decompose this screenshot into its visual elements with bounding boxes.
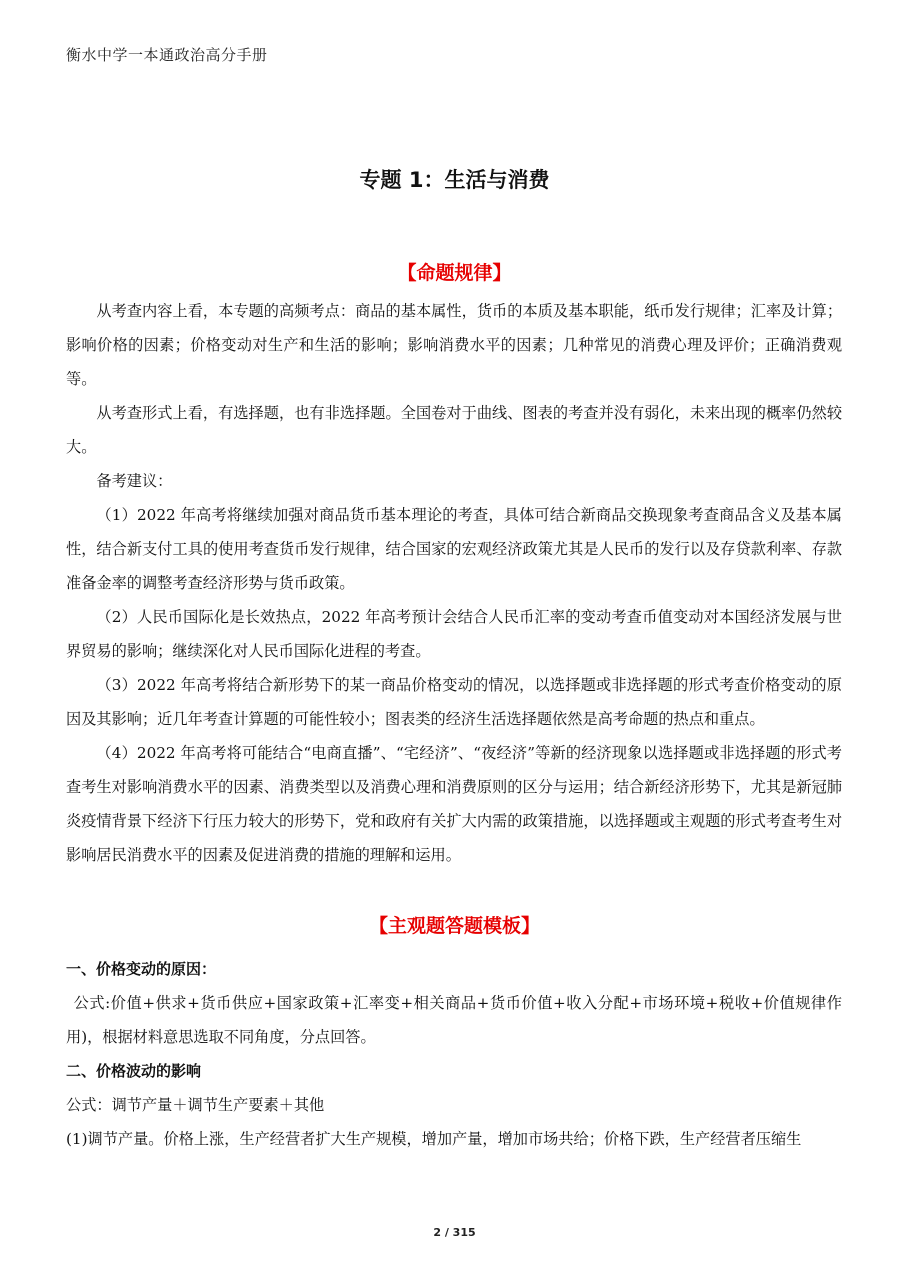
section-heading-answer-template: 【主观题答题模板】 xyxy=(368,915,540,937)
subheading-price-fluctuation-effects: 二、价格波动的影响 xyxy=(66,1062,202,1080)
paragraph-advice-2: （2）人民币国际化是长效热点，2022 年高考预计会结合人民币汇率的变动考查币值变动对本国经济发展与世界贸易的影响；继续深化对人民币国际化进程的考查。 xyxy=(66,608,842,660)
section-proposition-rules-body xyxy=(66,294,842,872)
paragraph-form-scope: 从考查形式上看，有选择题，也有非选择题。全国卷对于曲线、图表的考查并没有弱化，未来出现的概率仍然较大。 xyxy=(66,404,842,456)
section-answer-template-body xyxy=(66,952,842,1156)
subheading-price-change-causes: 一、价格变动的原因： xyxy=(66,960,217,978)
page-title: 专题 1：生活与消费 xyxy=(359,168,550,192)
section-heading-proposition-rules: 【命题规律】 xyxy=(397,262,512,284)
running-header: 衡水中学一本通政治高分手册 xyxy=(66,46,268,64)
paragraph-content-scope: 从考查内容上看，本专题的高频考点：商品的基本属性，货币的本质及基本职能，纸币发行规律；汇率及计算；影响价格的因素；价格变动对生产和生活的影响；影响消费水平的因素；几种常见的消费心理及评价；正确消费观等。 xyxy=(66,302,842,388)
page-number: 2 / 315 xyxy=(433,1226,476,1239)
point-adjust-output: (1)调节产量。价格上涨，生产经营者扩大生产规模，增加产量，增加市场共给；价格下跌，生产经营者压缩生 xyxy=(66,1130,802,1148)
formula-price-change-causes: 公式:价值+供求+货币供应+国家政策+汇率变+相关商品+货币价值+收入分配+市场环境+税收+价值规律作用)，根据材料意思选取不同角度，分点回答。 xyxy=(66,994,842,1046)
formula-price-fluctuation-effects: 公式：调节产量＋调节生产要素＋其他 xyxy=(66,1096,325,1114)
paragraph-prep-advice-label: 备考建议： xyxy=(96,472,173,490)
paragraph-advice-1: （1）2022 年高考将继续加强对商品货币基本理论的考查，具体可结合新商品交换现象考查商品含义及基本属性，结合新支付工具的使用考查货币发行规律，结合国家的宏观经济政策尤其是人民币的发行以及存贷款利率、存款准备金率的调整考查经济形势与货币政策。 xyxy=(66,506,842,592)
paragraph-advice-4: （4）2022 年高考将可能结合“电商直播”、“宅经济”、“夜经济”等新的经济现象以选择题或非选择题的形式考查考生对影响消费水平的因素、消费类型以及消费心理和消费原则的区分与运用；结合新经济形势下，尤其是新冠肺炎疫情背景下经济下行压力较大的形势下，党和政府有关扩大内需的政策措施，以选择题或主观题的形式考查考生对影响居民消费水平的因素及促进消费的措施的理解和运用。 xyxy=(66,744,842,864)
paragraph-advice-3: （3）2022 年高考将结合新形势下的某一商品价格变动的情况，以选择题或非选择题的形式考查价格变动的原因及其影响；近几年考查计算题的可能性较小；图表类的经济生活选择题依然是高考命题的热点和重点。 xyxy=(66,676,842,728)
